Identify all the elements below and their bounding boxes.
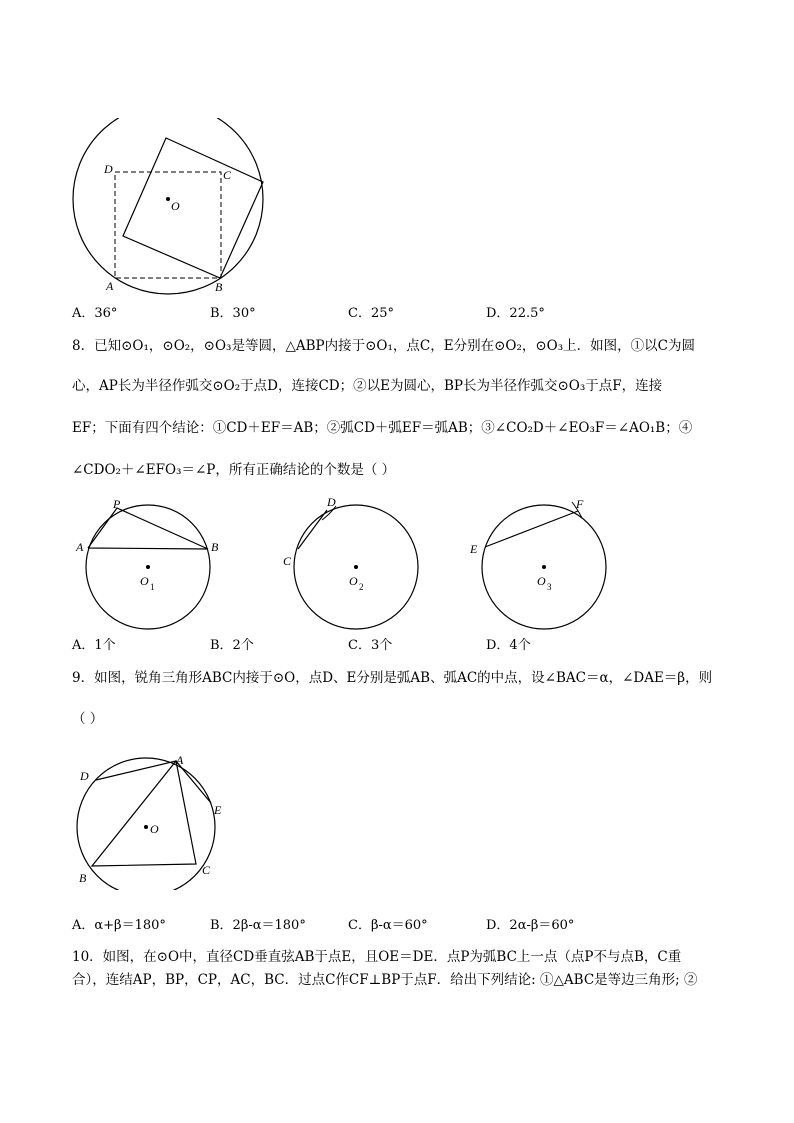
q9-figure — [68, 745, 238, 890]
q8-figure-3 — [464, 492, 619, 637]
q8-fig3-label-sub: 3 — [547, 582, 552, 592]
q8-option-d: D．4个 — [486, 638, 531, 653]
q9-center-dot — [144, 825, 148, 829]
q7-option-a: A．36° — [72, 306, 118, 321]
q9-label-D: D — [80, 769, 89, 783]
q7-option-d: D．22.5° — [486, 306, 545, 321]
q7-option-c: C．25° — [348, 306, 394, 321]
q7-label-B: B — [215, 280, 223, 294]
q8-line-4: ∠CDO₂＋∠EFO₃＝∠P，所有正确结论的个数是（ ） — [72, 462, 396, 478]
q7-figure — [60, 118, 280, 308]
q7-option-b: B．30° — [210, 306, 256, 321]
q9-circle — [77, 758, 215, 890]
q8-line-3: EF；下面有四个结论：①CD＋EF＝AB；②弧CD＋弧EF＝弧AB；③∠CO₂D＋∠EO₃F＝∠AO₁B；④ — [72, 420, 693, 436]
q9-line-2: （ ） — [72, 711, 104, 727]
q9-label-A: A — [176, 753, 184, 767]
q8-option-b: B．2个 — [210, 638, 254, 653]
q8-fig3-chord-ef — [485, 511, 578, 547]
q8-fig2-label-D: D — [327, 495, 336, 509]
q8-fig3-center-dot — [542, 565, 546, 569]
q9-label-E: E — [214, 803, 222, 817]
q8-fig1-center-dot — [146, 565, 150, 569]
q7-rotated-square — [123, 138, 263, 278]
q8-option-a: A．1个 — [72, 638, 116, 653]
q8-fig3-label-E: E — [470, 542, 478, 556]
q8-fig1-label-A: A — [76, 540, 84, 554]
q8-fig2-chord-cd — [298, 510, 327, 549]
q7-dashed-square — [115, 172, 221, 278]
q8-line-1: 8．已知⊙O₁，⊙O₂，⊙O₃是等圆，△ABP内接于⊙O₁，点C，E分别在⊙O₂，⊙O₃上．如图，①以C为圆 — [72, 338, 695, 354]
q7-center-dot — [166, 197, 170, 201]
q7-label-A: A — [106, 279, 114, 293]
q9-label-C: C — [202, 863, 211, 877]
q8-figure-2 — [278, 492, 428, 637]
q9-option-b: B．2β-α＝180° — [210, 918, 306, 933]
q9-option-d: D．2α-β＝60° — [486, 918, 575, 933]
q10-line-1: 10．如图，在⊙O中，直径CD垂直弦AB于点E，且OE＝DE．点P为弧BC上一点（点P不与点B，C重 — [72, 949, 682, 965]
q8-fig2-center-dot — [354, 565, 358, 569]
q7-label-C: C — [223, 168, 232, 182]
q7-circle — [73, 118, 263, 294]
q8-fig3-label-O: O — [537, 574, 546, 588]
q8-line-2: 心，AP长为半径作弧交⊙O₂于点D，连接CD；②以E为圆心，BP长为半径作弧交⊙O₃于点F，连接 — [72, 378, 663, 394]
q8-fig3-label-F: F — [576, 497, 584, 511]
q10-line-2: 合），连结AP，BP，CP，AC，BC．过点C作CF⊥BP于点F．给出下列结论: ①△ABC是等边三角形; ② — [72, 972, 698, 988]
q8-fig2-label-O: O — [349, 574, 358, 588]
q7-label-O: O — [171, 199, 180, 213]
q8-fig2-label-C: C — [283, 554, 292, 568]
q9-label-O: O — [150, 822, 159, 836]
q9-segment-ae — [176, 761, 211, 803]
q8-fig1-label-sub: 1 — [150, 582, 155, 592]
q9-label-B: B — [79, 871, 87, 885]
q9-segment-ad — [96, 761, 176, 780]
q9-option-c: C．β-α＝60° — [348, 918, 428, 933]
q8-fig2-label-sub: 2 — [359, 582, 364, 592]
q8-option-c: C．3个 — [348, 638, 393, 653]
q8-fig1-triangle — [88, 508, 208, 549]
q8-figure-1 — [70, 492, 230, 637]
q8-fig1-label-B: B — [211, 540, 219, 554]
q7-label-D: D — [104, 162, 113, 176]
q8-fig1-label-P: P — [113, 497, 121, 511]
q9-line-1: 9．如图，锐角三角形ABC内接于⊙O，点D、E分别是弧AB、弧AC的中点，设∠BAC＝α，∠DAE＝β，则 — [72, 670, 713, 686]
q8-fig1-label-O: O — [140, 574, 149, 588]
q9-option-a: A．α+β＝180° — [72, 918, 166, 933]
